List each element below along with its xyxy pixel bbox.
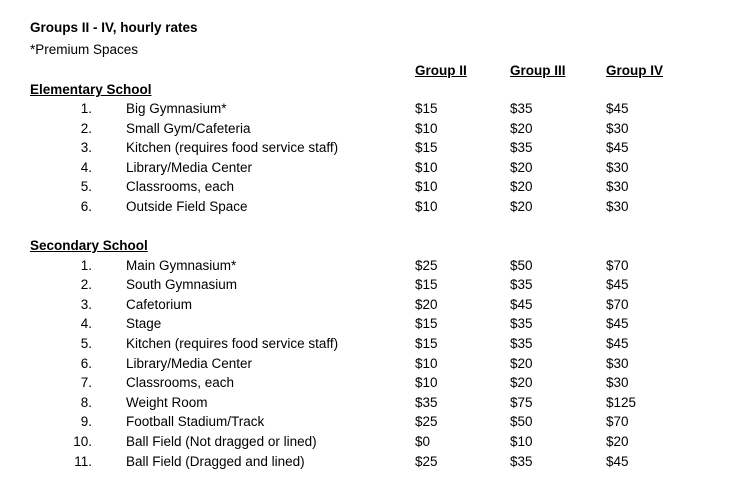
- rate-group-ii: $35: [415, 394, 438, 410]
- space-name: Kitchen (requires food service staff): [126, 140, 339, 156]
- rate-group-ii: $15: [415, 316, 438, 332]
- rate-group-iii: $20: [510, 179, 533, 195]
- table-row: [0, 296, 731, 316]
- row-number: 10.: [73, 433, 92, 449]
- rate-group-iv: $45: [606, 277, 629, 293]
- document-title: Groups II - IV, hourly rates: [30, 20, 198, 35]
- table-row: [0, 178, 731, 198]
- row-number: 4.: [80, 159, 92, 175]
- space-name: Kitchen (requires food service staff): [126, 335, 339, 351]
- rate-group-ii: $10: [415, 179, 438, 195]
- row-number: 8.: [80, 394, 92, 410]
- rate-group-ii: $20: [415, 296, 438, 312]
- row-number: 7.: [80, 375, 92, 391]
- rate-group-iii: $50: [510, 414, 533, 430]
- table-row: [0, 100, 731, 120]
- row-number: 2.: [80, 277, 92, 293]
- section-title-elementary: Elementary School: [30, 82, 152, 97]
- rate-group-ii: $0: [415, 433, 431, 449]
- rate-group-iii: $20: [510, 355, 533, 371]
- rate-group-ii: $15: [415, 335, 438, 351]
- row-number: 6.: [80, 199, 92, 214]
- row-number: 3.: [80, 296, 92, 312]
- rate-group-iv: $30: [606, 179, 629, 195]
- rate-group-ii: $15: [415, 140, 438, 156]
- rate-group-ii: $10: [415, 375, 438, 391]
- column-header-group-iii: Group III: [510, 63, 566, 78]
- rate-group-iv: $45: [606, 140, 629, 156]
- rate-group-ii: $10: [415, 199, 438, 214]
- table-row: [0, 335, 731, 355]
- rate-group-iii: $35: [510, 277, 533, 293]
- rate-group-iii: $35: [510, 335, 533, 351]
- table-row: [0, 257, 731, 277]
- space-name: Ball Field (Dragged and lined): [126, 453, 305, 469]
- row-number: 3.: [80, 140, 92, 156]
- row-number: 1.: [80, 101, 92, 116]
- rate-group-ii: $10: [415, 159, 438, 175]
- table-row: [0, 139, 731, 159]
- table-row: [0, 315, 731, 335]
- table-row: [0, 198, 731, 218]
- rate-group-iv: $45: [606, 453, 629, 469]
- rate-group-ii: $25: [415, 257, 438, 273]
- column-header-group-ii: Group II: [415, 63, 467, 78]
- space-name: Weight Room: [126, 394, 208, 410]
- table-row: [0, 159, 731, 179]
- row-number: 5.: [80, 179, 92, 195]
- rate-group-iv: $45: [606, 335, 629, 351]
- table-row: [0, 120, 731, 140]
- rate-group-iii: $35: [510, 316, 533, 332]
- rate-group-iii: $35: [510, 140, 533, 156]
- table-row: [0, 374, 731, 394]
- rate-group-iv: $45: [606, 101, 629, 116]
- space-name: Main Gymnasium*: [126, 257, 237, 273]
- rate-group-iii: $20: [510, 159, 533, 175]
- rate-group-iv: $30: [606, 375, 629, 391]
- table-row: [0, 276, 731, 296]
- rate-group-iii: $45: [510, 296, 533, 312]
- space-name: Classrooms, each: [126, 375, 235, 391]
- rate-group-iv: $125: [606, 394, 637, 410]
- table-row: [0, 394, 731, 414]
- rate-group-iii: $35: [510, 101, 533, 116]
- space-name: Library/Media Center: [126, 159, 253, 175]
- space-name: Ball Field (Not dragged or lined): [126, 433, 317, 449]
- rate-group-iv: $30: [606, 199, 629, 214]
- table-row: [0, 433, 731, 453]
- rate-group-iii: $20: [510, 375, 533, 391]
- rate-group-iv: $30: [606, 159, 629, 175]
- rate-group-ii: $25: [415, 453, 438, 469]
- space-name: Library/Media Center: [126, 355, 253, 371]
- space-name: Small Gym/Cafeteria: [126, 120, 251, 136]
- premium-spaces-note: *Premium Spaces: [30, 42, 139, 57]
- rate-group-iii: $20: [510, 199, 533, 214]
- rate-group-iv: $30: [606, 120, 629, 136]
- rate-group-ii: $15: [415, 101, 438, 116]
- section-title-secondary: Secondary School: [30, 238, 148, 253]
- table-row: [0, 355, 731, 375]
- row-number: 11.: [74, 453, 92, 469]
- space-name: South Gymnasium: [126, 277, 238, 293]
- space-name: Outside Field Space: [126, 199, 248, 214]
- rate-group-iv: $20: [606, 433, 629, 449]
- rate-group-ii: $10: [415, 120, 438, 136]
- row-number: 1.: [80, 257, 92, 273]
- row-number: 6.: [80, 355, 92, 371]
- row-number: 4.: [80, 316, 92, 332]
- rate-group-ii: $25: [415, 414, 438, 430]
- space-name: Cafetorium: [126, 296, 193, 312]
- table-row: [0, 453, 731, 473]
- row-number: 2.: [80, 120, 92, 136]
- rate-group-ii: $15: [415, 277, 438, 293]
- rate-group-ii: $10: [415, 355, 438, 371]
- rate-group-iv: $70: [606, 414, 629, 430]
- row-number: 9.: [80, 414, 92, 430]
- rate-group-iv: $30: [606, 355, 629, 371]
- rate-group-iii: $75: [510, 394, 533, 410]
- column-header-group-iv: Group IV: [606, 63, 663, 78]
- space-name: Classrooms, each: [126, 179, 235, 195]
- rate-group-iii: $35: [510, 453, 533, 469]
- space-name: Football Stadium/Track: [126, 414, 265, 430]
- rate-group-iv: $70: [606, 296, 629, 312]
- rate-group-iii: $20: [510, 120, 533, 136]
- rate-group-iv: $45: [606, 316, 629, 332]
- space-name: Stage: [126, 316, 162, 332]
- table-row: [0, 413, 731, 433]
- row-number: 5.: [80, 335, 92, 351]
- rate-group-iv: $70: [606, 257, 629, 273]
- rate-group-iii: $10: [510, 433, 533, 449]
- space-name: Big Gymnasium*: [126, 101, 227, 116]
- rate-group-iii: $50: [510, 257, 533, 273]
